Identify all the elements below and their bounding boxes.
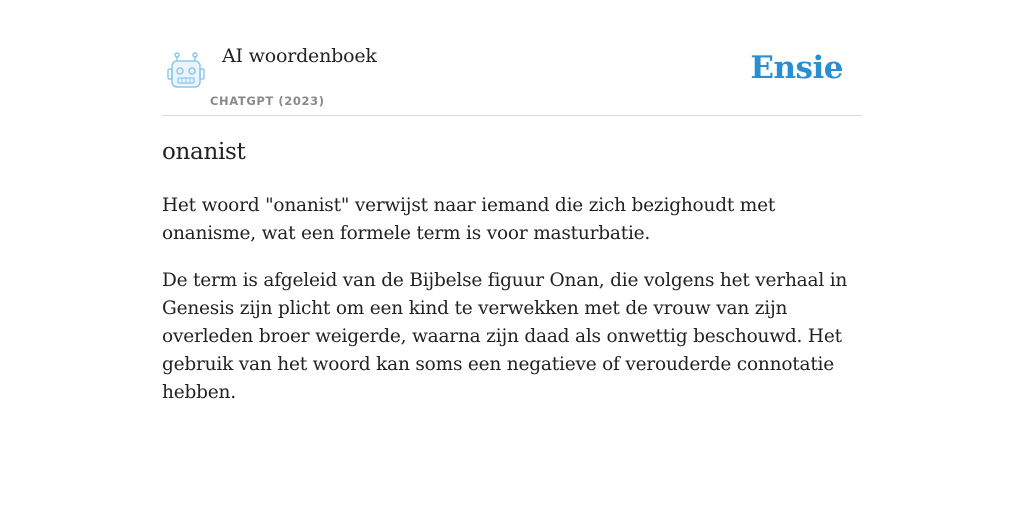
brand-logo[interactable]: Ensie	[750, 50, 843, 86]
app-title[interactable]: AI woordenboek	[222, 45, 377, 67]
source-label: CHATGPT (2023)	[210, 94, 325, 108]
page-content	[162, 0, 862, 403]
dictionary-header	[162, 0, 862, 116]
definition-paragraph: Het woord "onanist" verwijst naar iemand die zich bezighoudt met onanisme, wat een formele term is voor masturbatie.	[162, 195, 776, 244]
robot-icon	[166, 52, 206, 90]
definition-paragraph: De term is afgeleid van de Bijbelse figuur Onan, die volgens het verhaal in Genesis zijn plicht om een kind te verwekken met de vrouw van zijn overleden broer weigerde, waarna zijn daad als onwettig beschouwd. Het gebruik van het woord kan soms een negatieve of verouderde connotatie hebben.	[162, 270, 848, 403]
entry-term: onanist	[162, 139, 246, 165]
